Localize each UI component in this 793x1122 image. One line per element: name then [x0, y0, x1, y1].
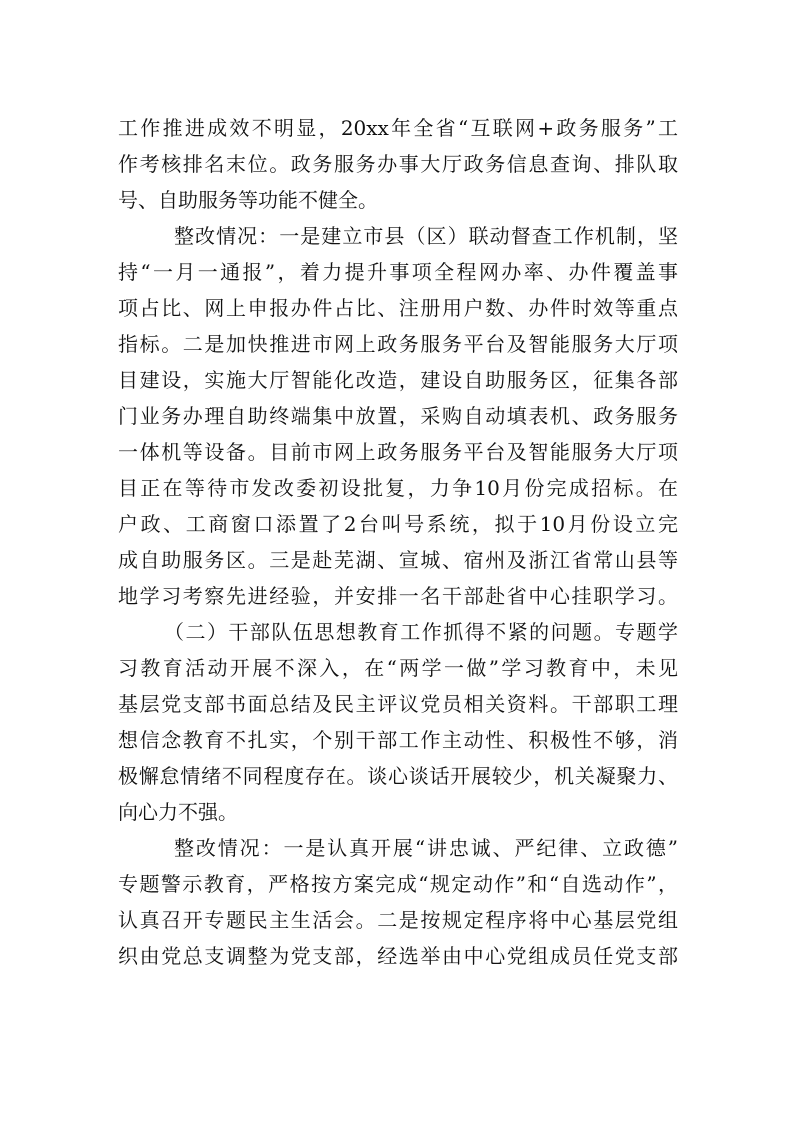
text-line: 地学习考察先进经验，并安排一名干部赴省中心挂职学习。: [118, 584, 678, 608]
text-line: 成自助服务区。三是赴芜湖、宣城、宿州及浙江省常山县等: [118, 548, 678, 572]
paragraph-continuation: [118, 110, 678, 218]
text-line: 户政、工商窗口添置了2台叫号系统，拟于10月份设立完: [118, 512, 678, 536]
text-line: 认真召开专题民主生活会。二是按规定程序将中心基层党组: [118, 908, 678, 932]
text-line: 项占比、网上申报办件占比、注册用户数、办件时效等重点: [118, 296, 678, 320]
text-line: 指标。二是加快推进市网上政务服务平台及智能服务大厅项: [118, 332, 678, 356]
text-line: 号、自助服务等功能不健全。: [118, 188, 378, 212]
text-line: 基层党支部书面总结及民主评议党员相关资料。干部职工理: [118, 692, 678, 716]
text-line: 专题警示教育，严格按方案完成“规定动作”和“自选动作”，: [118, 872, 678, 896]
paragraph-issue-2: [118, 614, 678, 830]
text-line: 极懈怠情绪不同程度存在。谈心谈话开展较少，机关凝聚力、: [118, 764, 678, 788]
text-line: 想信念教育不扎实，个别干部工作主动性、积极性不够，消: [118, 728, 678, 752]
text-line: 一体机等设备。目前市网上政务服务平台及智能服务大厅项: [118, 440, 678, 464]
text-line: 门业务办理自助终端集中放置，采购自动填表机、政务服务: [118, 404, 678, 428]
paragraph-rectification-1: [118, 218, 678, 614]
text-line: 整改情况：一是认真开展“讲忠诚、严纪律、立政德”: [174, 836, 678, 860]
text-line: 向心力不强。: [118, 800, 238, 824]
paragraph-rectification-2: [118, 830, 678, 974]
text-line: 作考核排名末位。政务服务办事大厅政务信息查询、排队取: [118, 152, 678, 176]
text-line: 目正在等待市发改委初设批复，力争10月份完成招标。在: [118, 476, 678, 500]
section-heading-line: （二）干部队伍思想教育工作抓得不紧的问题。专题学: [164, 620, 678, 644]
text-line: 工作推进成效不明显，20xx年全省“互联网+政务服务”工: [118, 116, 678, 140]
text-line: 目建设，实施大厅智能化改造，建设自助服务区，征集各部: [118, 368, 678, 392]
text-line: 持“一月一通报”，着力提升事项全程网办率、办件覆盖事: [118, 260, 678, 284]
text-line: 习教育活动开展不深入，在“两学一做”学习教育中，未见: [118, 656, 678, 680]
text-line: 织由党总支调整为党支部，经选举由中心党组成员任党支部: [118, 944, 678, 968]
document-page: [118, 110, 678, 974]
text-line: 整改情况：一是建立市县（区）联动督查工作机制，坚: [174, 224, 678, 248]
